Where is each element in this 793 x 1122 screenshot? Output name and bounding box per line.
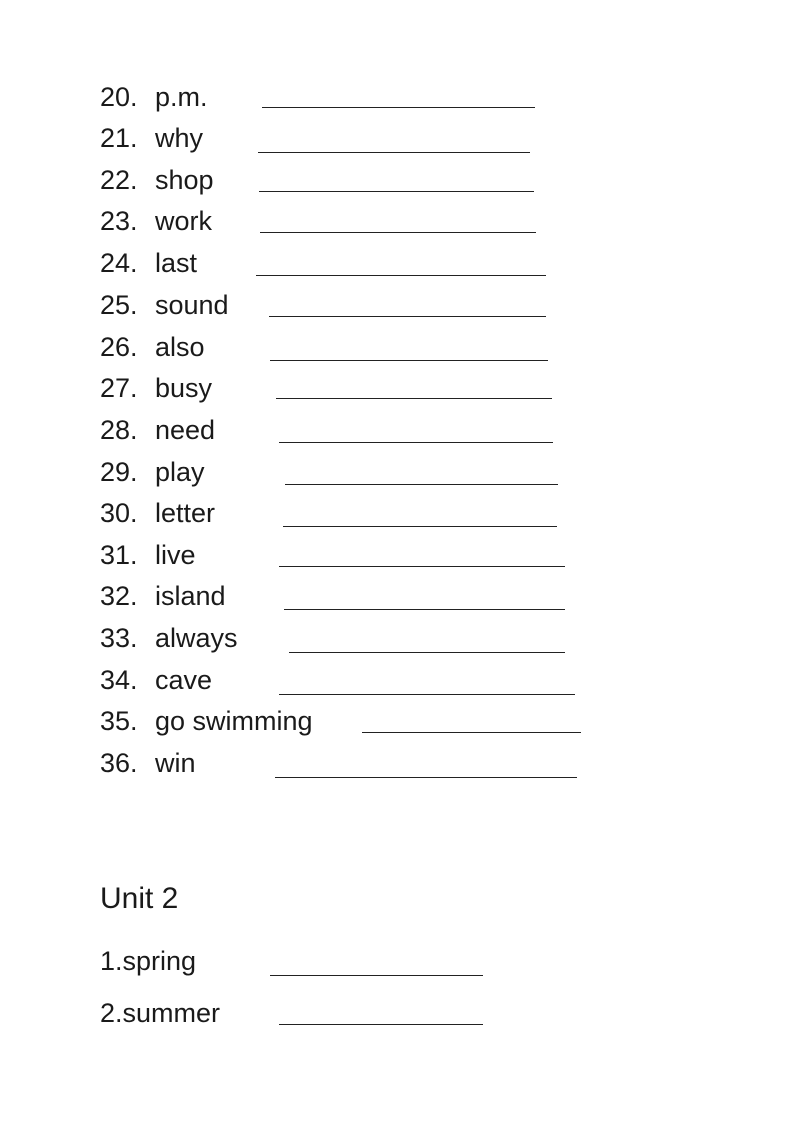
answer-blank[interactable] (276, 398, 552, 399)
item-word: island (155, 581, 226, 611)
answer-blank[interactable] (285, 484, 558, 485)
item-word: 1.spring (100, 946, 197, 976)
item-word: p.m. (155, 82, 208, 112)
answer-blank[interactable] (258, 152, 530, 153)
answer-blank[interactable] (275, 777, 577, 778)
answer-blank[interactable] (259, 191, 534, 192)
answer-blank[interactable] (260, 232, 536, 233)
list-item (100, 996, 220, 1030)
item-word: win (155, 748, 196, 778)
answer-blank[interactable] (289, 652, 565, 653)
item-word: 2.summer (100, 998, 221, 1028)
answer-blank[interactable] (362, 732, 581, 733)
answer-blank[interactable] (269, 316, 546, 317)
answer-blank[interactable] (270, 360, 548, 361)
item-number: 20. (100, 82, 138, 112)
item-word: last (155, 248, 198, 278)
item-word: go swimming (155, 706, 313, 736)
answer-blank[interactable] (279, 1024, 483, 1025)
item-word: work (155, 206, 213, 236)
item-number: 33. (100, 623, 138, 653)
item-word: need (155, 415, 216, 445)
item-number: 21. (100, 123, 138, 153)
answer-blank[interactable] (279, 694, 575, 695)
item-number: 24. (100, 248, 138, 278)
item-number: 30. (100, 498, 138, 528)
item-number: 35. (100, 706, 138, 736)
answer-blank[interactable] (279, 442, 553, 443)
item-number: 32. (100, 581, 138, 611)
item-number: 23. (100, 206, 138, 236)
answer-blank[interactable] (284, 609, 565, 610)
item-word: sound (155, 290, 229, 320)
item-word: live (155, 540, 196, 570)
item-word: busy (155, 373, 213, 403)
item-number: 27. (100, 373, 138, 403)
item-word: why (155, 123, 204, 153)
list-item (100, 944, 196, 978)
answer-blank[interactable] (279, 566, 565, 567)
item-word: always (155, 623, 238, 653)
item-number: 26. (100, 332, 138, 362)
answer-blank[interactable] (283, 526, 557, 527)
item-word: also (155, 332, 205, 362)
item-word: cave (155, 665, 213, 695)
answer-blank[interactable] (270, 975, 483, 976)
item-number: 36. (100, 748, 138, 778)
item-word: play (155, 457, 205, 487)
section-heading: Unit 2 (100, 882, 179, 915)
item-number: 31. (100, 540, 138, 570)
item-number: 28. (100, 415, 138, 445)
item-number: 25. (100, 290, 138, 320)
item-number: 22. (100, 165, 138, 195)
item-word: shop (155, 165, 214, 195)
item-number: 29. (100, 457, 138, 487)
answer-blank[interactable] (256, 275, 546, 276)
item-number: 34. (100, 665, 138, 695)
answer-blank[interactable] (262, 107, 535, 108)
item-word: letter (155, 498, 216, 528)
